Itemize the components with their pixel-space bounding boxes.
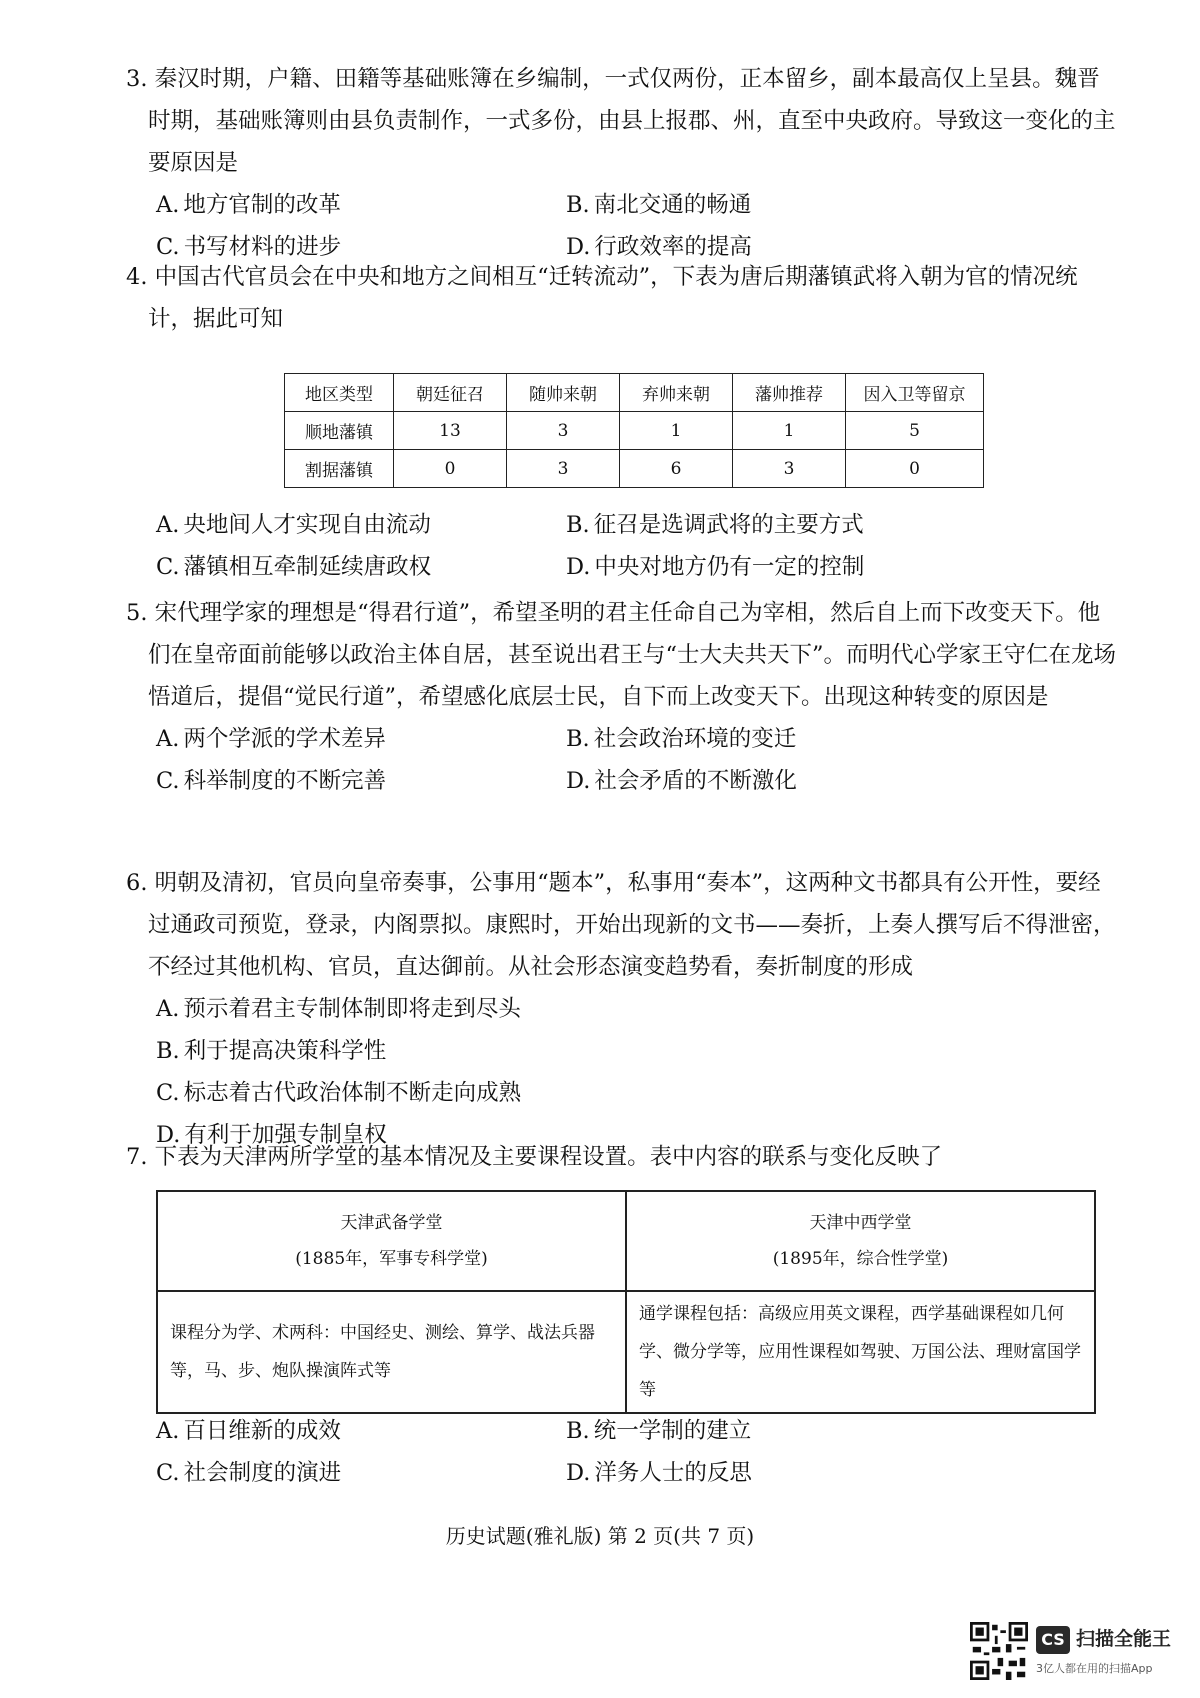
table-header-row <box>157 1191 1095 1291</box>
option-d[interactable]: D. 有利于加强专制皇权 <box>156 1122 387 1148</box>
question-7-options-wrap <box>126 1410 1116 1494</box>
option-d[interactable]: D. 中央对地方仍有一定的控制 <box>566 554 865 580</box>
question-4-options <box>126 504 1116 588</box>
school-right-title: 天津中西学堂 <box>809 1213 912 1233</box>
question-5-stem: 5. 宋代理学家的理想是“得君行道”，希望圣明的君主任命自己为宰相，然后自上而下改变天下。他们在皇帝面前能够以政治主体自居，甚至说出君王与“士大夫共天下”。而明代心学家王守仁在龙场悟道后，提倡“觉民行道”，希望感化底层士民，自下而上改变天下。出现这种转变的原因是 <box>126 600 1117 710</box>
table-row <box>157 1291 1095 1413</box>
table-header-cell: 因入卫等留京 <box>846 374 984 412</box>
school-right-header <box>626 1191 1095 1291</box>
table-header-cell: 朝廷征召 <box>394 374 507 412</box>
question-6-options <box>126 988 1116 1156</box>
question-4 <box>126 256 1116 340</box>
table-header-cell: 藩帅推荐 <box>733 374 846 412</box>
question-6 <box>126 862 1116 1156</box>
school-left-title: 天津武备学堂 <box>340 1213 443 1233</box>
table-cell: 1 <box>733 412 846 450</box>
question-7-options <box>126 1410 1116 1494</box>
question-7-stem: 7. 下表为天津两所学堂的基本情况及主要课程设置。表中内容的联系与变化反映了 <box>126 1144 943 1170</box>
option-d[interactable]: D. 洋务人士的反思 <box>566 1460 752 1486</box>
table-cell: 5 <box>846 412 984 450</box>
option-c[interactable]: C. 标志着古代政治体制不断走向成熟 <box>156 1080 522 1106</box>
option-a[interactable]: A. 地方官制的改革 <box>156 192 341 218</box>
question-7 <box>126 1136 1116 1178</box>
qr-code-icon <box>970 1622 1028 1680</box>
school-right-subtitle: (1895年，综合性学堂) <box>772 1249 949 1269</box>
table-header-cell: 弃帅来朝 <box>620 374 733 412</box>
option-b[interactable]: B. 南北交通的畅通 <box>566 192 752 218</box>
option-c[interactable]: C. 书写材料的进步 <box>156 234 342 260</box>
option-a[interactable]: A. 预示着君主专制体制即将走到尽头 <box>156 996 521 1022</box>
table-header-row <box>285 374 984 412</box>
option-a[interactable]: A. 两个学派的学术差异 <box>156 726 386 752</box>
camscanner-tagline: 3亿人都在用的扫描App <box>1036 1662 1153 1675</box>
option-b[interactable]: B. 征召是选调武将的主要方式 <box>566 512 864 538</box>
option-d[interactable]: D. 社会矛盾的不断激化 <box>566 768 797 794</box>
question-4-stem: 4. 中国古代官员会在中央和地方之间相互“迁转流动”，下表为唐后期藩镇武将入朝为官的情况统计，据此可知 <box>126 264 1078 332</box>
option-c[interactable]: C. 社会制度的演进 <box>156 1460 342 1486</box>
table-cell: 3 <box>507 412 620 450</box>
option-a[interactable]: A. 百日维新的成效 <box>156 1418 341 1444</box>
question-4-options-wrap <box>126 504 1116 588</box>
table-cell: 13 <box>394 412 507 450</box>
question-3-stem: 3. 秦汉时期，户籍、田籍等基础账簿在乡编制，一式仅两份，正本留乡，副本最高仅上呈县。魏晋时期，基础账簿则由县负责制作，一式多份，由县上报郡、州，直至中央政府。导致这一变化的主要原因是 <box>126 66 1116 176</box>
table-cell: 0 <box>394 450 507 488</box>
question-7-table <box>156 1190 1096 1414</box>
page-footer: 历史试题(雅礼版) 第 2 页(共 7 页) <box>445 1524 755 1548</box>
table-cell: 0 <box>846 450 984 488</box>
option-c[interactable]: C. 藩镇相互牵制延续唐政权 <box>156 554 432 580</box>
question-6-stem: 6. 明朝及清初，官员向皇帝奏事，公事用“题本”，私事用“奏本”，这两种文书都具有公开性，要经过通政司预览，登录，内阁票拟。康熙时，开始出现新的文书——奏折，上奏人撰写后不得泄密，不经过其他机构、官员，直达御前。从社会形态演变趋势看，奏折制度的形成 <box>126 870 1116 980</box>
table-cell: 割据藩镇 <box>285 450 394 488</box>
camscanner-name: 扫描全能王 <box>1076 1628 1172 1650</box>
option-b[interactable]: B. 利于提高决策科学性 <box>156 1038 387 1064</box>
table-row <box>285 450 984 488</box>
table-cell: 3 <box>733 450 846 488</box>
table-cell: 3 <box>507 450 620 488</box>
option-b[interactable]: B. 社会政治环境的变迁 <box>566 726 797 752</box>
option-d[interactable]: D. 行政效率的提高 <box>566 234 752 260</box>
option-a[interactable]: A. 央地间人才实现自由流动 <box>156 512 431 538</box>
question-4-table <box>284 373 984 488</box>
table-row <box>285 412 984 450</box>
table-cell: 1 <box>620 412 733 450</box>
table-cell: 顺地藩镇 <box>285 412 394 450</box>
question-3 <box>126 58 1116 268</box>
question-5-options <box>126 718 1116 802</box>
school-left-subtitle: (1885年，军事专科学堂) <box>295 1249 488 1269</box>
table-header-cell: 随帅来朝 <box>507 374 620 412</box>
school-left-courses: 课程分为学、术两科：中国经史、测绘、算学、战法兵器等，马、步、炮队操演阵式等 <box>157 1291 626 1413</box>
question-5 <box>126 592 1116 802</box>
school-left-header <box>157 1191 626 1291</box>
table-header-cell: 地区类型 <box>285 374 394 412</box>
school-right-courses: 通学课程包括：高级应用英文课程，西学基础课程如几何学、微分学等，应用性课程如驾驶、万国公法、理财富国学等 <box>626 1291 1095 1413</box>
table-cell: 6 <box>620 450 733 488</box>
camscanner-logo: CS <box>1036 1626 1070 1654</box>
option-c[interactable]: C. 科举制度的不断完善 <box>156 768 387 794</box>
option-b[interactable]: B. 统一学制的建立 <box>566 1418 752 1444</box>
